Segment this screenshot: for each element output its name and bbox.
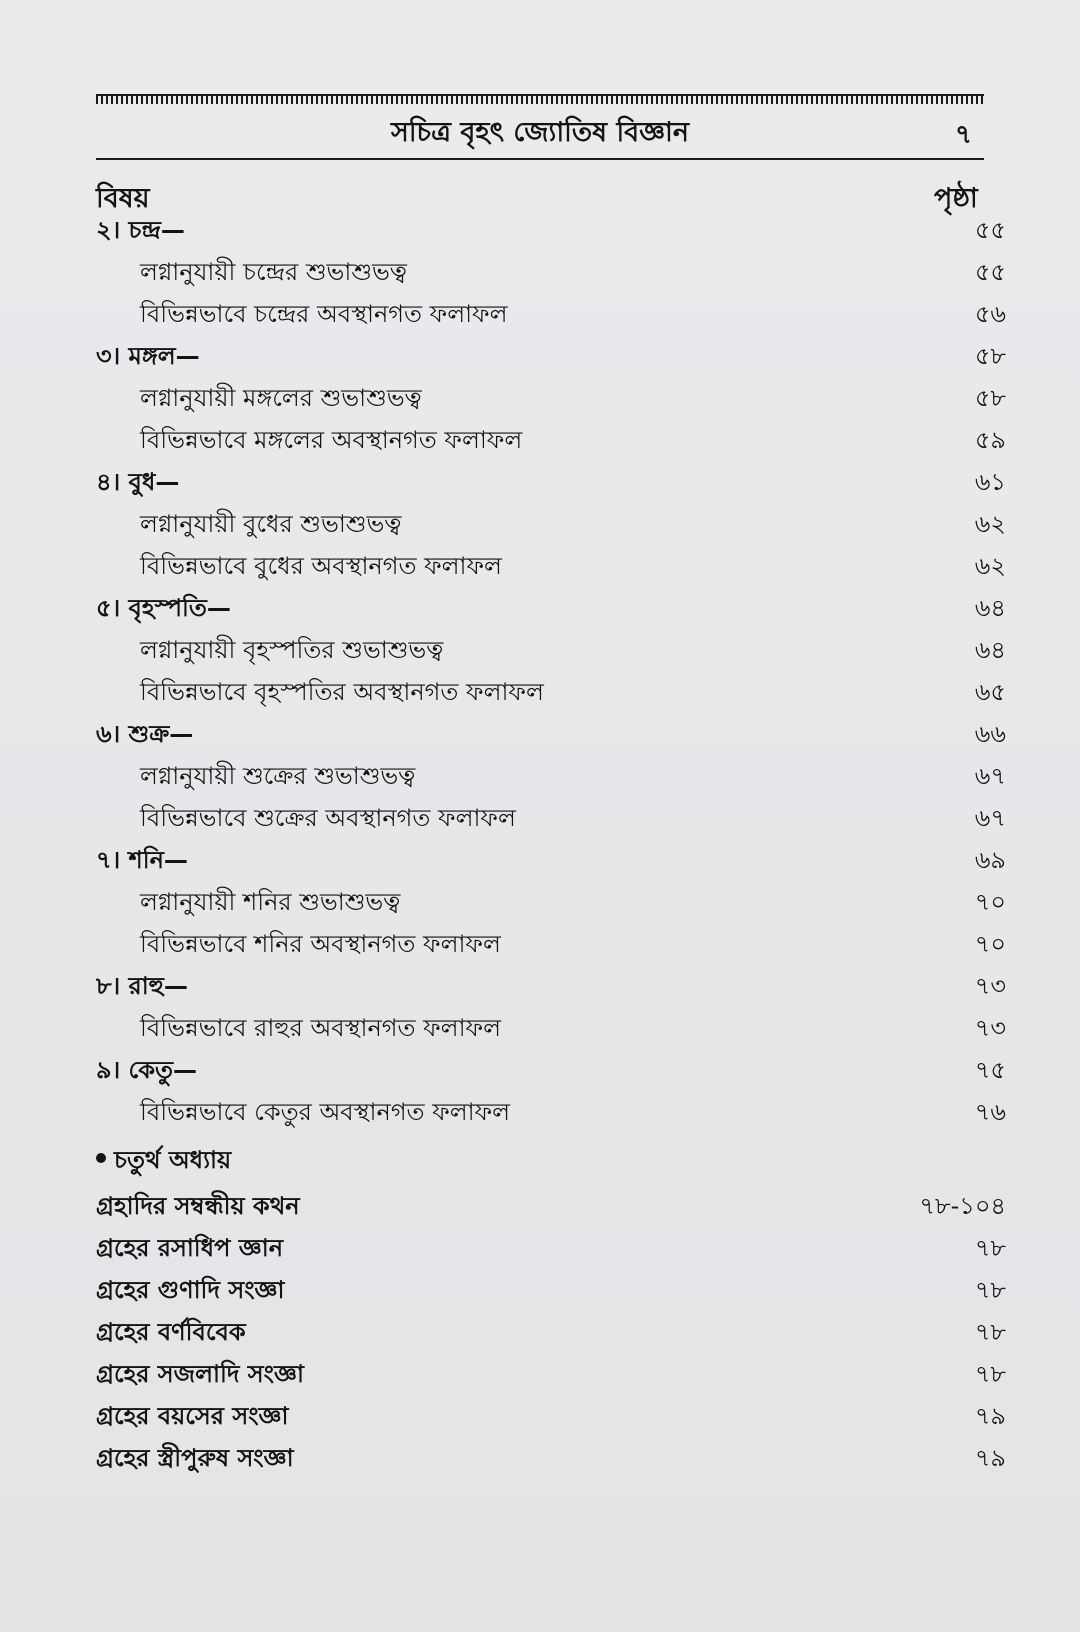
toc-entry-page: ৬৭	[974, 804, 1006, 832]
toc-row	[0, 1274, 1080, 1314]
toc-row	[0, 1400, 1080, 1440]
header-divider	[96, 158, 984, 160]
page-number: ৭	[955, 120, 972, 150]
toc-entry-page: ৬৫	[974, 678, 1006, 706]
toc-entry-page: ৫৫	[974, 258, 1006, 286]
chapter-heading-text	[96, 1144, 231, 1176]
toc-entry-page: ৬৬	[974, 720, 1006, 748]
toc-entry-text: বিভিন্নভাবে মঙ্গলের অবস্থানগত ফলাফল	[140, 426, 523, 454]
toc-entry-text: ৪। বুধ—	[96, 468, 180, 496]
toc-entry-page: ৭৩	[974, 972, 1006, 1000]
toc-row	[0, 802, 1080, 842]
toc-entry-page: ৬৪	[974, 636, 1006, 664]
toc-row	[0, 592, 1080, 632]
toc-row	[0, 676, 1080, 716]
decorative-dotted-rule	[96, 94, 984, 104]
subject-column-label: বিষয়	[96, 183, 150, 214]
running-header-title: সচিত্র বৃহৎ জ্যোতিষ বিজ্ঞান	[391, 117, 689, 148]
toc-row	[0, 760, 1080, 800]
toc-row	[0, 886, 1080, 926]
toc-entry-page: ৭৮	[974, 1360, 1006, 1388]
toc-row	[0, 928, 1080, 968]
toc-entry-page: ৫৯	[974, 426, 1006, 454]
bullet-icon	[96, 1153, 106, 1163]
toc-row	[0, 1442, 1080, 1482]
chapter-title: চতুর্থ অধ্যায়	[114, 1146, 232, 1174]
toc-entry-page: ৭৮	[974, 1318, 1006, 1346]
toc-entry-text: বিভিন্নভাবে বৃহস্পতির অবস্থানগত ফলাফল	[140, 678, 544, 706]
toc-row	[0, 1096, 1080, 1136]
toc-entry-page: ৬১	[974, 468, 1006, 496]
toc-row	[0, 844, 1080, 884]
toc-entry-text: লগ্নানুযায়ী চন্দ্রের শুভাশুভত্ব	[140, 258, 407, 286]
toc-entry-page: ৭৮-১০৪	[919, 1192, 1006, 1220]
toc-entry-page: ৭৬	[974, 1098, 1006, 1126]
toc-entry-page: ৬২	[974, 510, 1006, 538]
toc-row	[0, 1012, 1080, 1052]
toc-entry-text: গ্রহের স্ত্রীপুরুষ সংজ্ঞা	[96, 1444, 294, 1472]
toc-entry-text: বিভিন্নভাবে শনির অবস্থানগত ফলাফল	[140, 930, 501, 958]
toc-entry-page: ৬৯	[974, 846, 1006, 874]
toc-entry-page: ৫৮	[974, 384, 1006, 412]
toc-entry-page: ৭০	[974, 930, 1006, 958]
toc-entry-text: ৩। মঙ্গল—	[96, 342, 200, 370]
toc-row	[0, 1232, 1080, 1272]
toc-entry-page: ৭৯	[974, 1444, 1006, 1472]
toc-row	[0, 466, 1080, 506]
toc-row	[0, 1190, 1080, 1230]
toc-entry-page: ৫৬	[974, 300, 1006, 328]
toc-entry-page: ৭৮	[974, 1234, 1006, 1262]
toc-entry-page: ৭০	[974, 888, 1006, 916]
toc-entry-text: ৯। কেতু—	[96, 1056, 198, 1084]
toc-entry-text: গ্রহের বর্ণবিবেক	[96, 1318, 246, 1346]
toc-row	[0, 634, 1080, 674]
toc-entry-page: ৭৩	[974, 1014, 1006, 1042]
toc-entry-page: ৬৪	[974, 594, 1006, 622]
toc-entry-page: ৭৯	[974, 1402, 1006, 1430]
toc-row	[0, 1358, 1080, 1398]
toc-entry-text: গ্রহের সজলাদি সংজ্ঞা	[96, 1360, 304, 1388]
toc-entry-text: বিভিন্নভাবে বুধের অবস্থানগত ফলাফল	[140, 552, 502, 580]
toc-entry-text: বিভিন্নভাবে শুক্রের অবস্থানগত ফলাফল	[140, 804, 516, 832]
toc-entry-text: ৭। শনি—	[96, 846, 188, 874]
toc-row	[0, 256, 1080, 296]
toc-row	[0, 1316, 1080, 1356]
toc-entry-page: ৫৮	[974, 342, 1006, 370]
toc-entry-page: ৫৫	[974, 216, 1006, 244]
toc-entry-text: গ্রহাদির সম্বন্ধীয় কথন	[96, 1192, 300, 1220]
toc-row	[0, 508, 1080, 548]
toc-entry-text: বিভিন্নভাবে কেতুর অবস্থানগত ফলাফল	[140, 1098, 510, 1126]
toc-entry-text: লগ্নানুযায়ী মঙ্গলের শুভাশুভত্ব	[140, 384, 422, 412]
toc-row	[0, 1054, 1080, 1094]
toc-entry-text: ৮। রাহু—	[96, 972, 188, 1000]
toc-row	[0, 382, 1080, 422]
toc-entry-text: লগ্নানুযায়ী শনির শুভাশুভত্ব	[140, 888, 401, 916]
toc-entry-text: গ্রহের গুণাদি সংজ্ঞা	[96, 1276, 285, 1304]
toc-entry-text: লগ্নানুযায়ী বৃহস্পতির শুভাশুভত্ব	[140, 636, 444, 664]
toc-entry-text: বিভিন্নভাবে চন্দ্রের অবস্থানগত ফলাফল	[140, 300, 508, 328]
toc-entry-page: ৬৭	[974, 762, 1006, 790]
toc-row	[0, 214, 1080, 254]
toc-entry-text: ৫। বৃহস্পতি—	[96, 594, 231, 622]
toc-row	[0, 298, 1080, 338]
toc-row	[0, 718, 1080, 758]
chapter-heading	[0, 1144, 1080, 1184]
toc-entry-text: লগ্নানুযায়ী শুক্রের শুভাশুভত্ব	[140, 762, 416, 790]
toc-entry-text: বিভিন্নভাবে রাহুর অবস্থানগত ফলাফল	[140, 1014, 501, 1042]
toc-row	[0, 340, 1080, 380]
toc-entry-page: ৬২	[974, 552, 1006, 580]
page-column-label: পৃষ্ঠা	[934, 183, 978, 214]
toc-row	[0, 550, 1080, 590]
toc-entry-text: গ্রহের রসাধিপ জ্ঞান	[96, 1234, 284, 1262]
toc-entry-text: লগ্নানুযায়ী বুধের শুভাশুভত্ব	[140, 510, 402, 538]
toc-entry-page: ৭৮	[974, 1276, 1006, 1304]
toc-row	[0, 970, 1080, 1010]
toc-row	[0, 424, 1080, 464]
toc-entry-page: ৭৫	[974, 1056, 1006, 1084]
toc-entry-text: ২। চন্দ্র—	[96, 216, 185, 244]
toc-entry-text: ৬। শুক্র—	[96, 720, 194, 748]
toc-entry-text: গ্রহের বয়সের সংজ্ঞা	[96, 1402, 289, 1430]
